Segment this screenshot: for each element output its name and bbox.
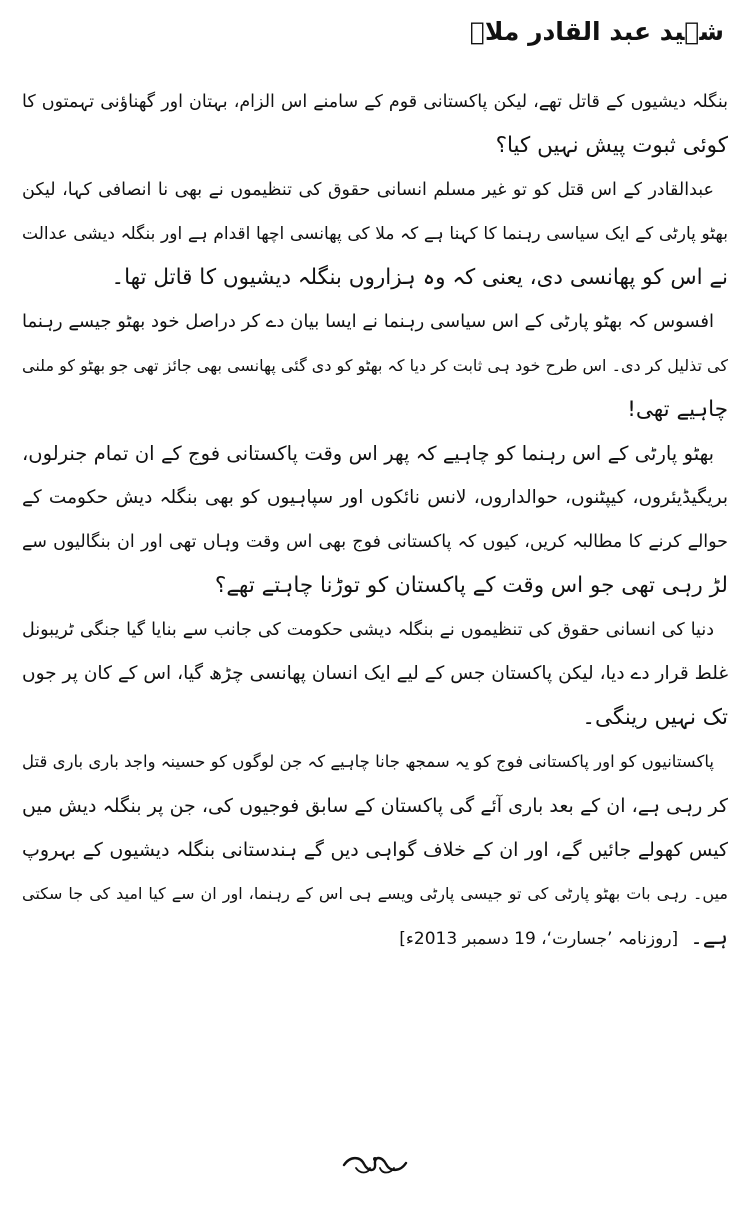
text-line: بھٹو پارٹی کے ایک سیاسی رہنما کا کہنا ہے کہ ملا کی پھانسی اچھا اقدام ہے اور بنگلہ دیشی عدالت	[22, 224, 728, 244]
text-line-ending: ہے۔	[690, 925, 728, 950]
text-line: کر رہی ہے، ان کے بعد باری آئے گی پاکستان کے سابق فوجیوں کی، جن پر بنگلہ دیش میں	[22, 795, 728, 817]
text-line: بنگلہ دیشیوں کے قاتل تھے، لیکن پاکستانی قوم کے سامنے اس الزام، بہتان اور گھناؤنی تہمتوں کا	[22, 92, 728, 112]
text-line: عبدالقادر کے اس قتل کو تو غیر مسلم انسانی حقوق کی تنظیموں نے بھی نا انصافی کہا، لیکن	[22, 180, 714, 200]
text-line: بھٹو پارٹی کے اس رہنما کو چاہیے کہ پھر اس وقت پاکستانی فوج کے ان تمام جنرلوں،	[22, 442, 714, 465]
text-line: تک نہیں رینگی۔	[582, 705, 728, 730]
source-citation: [روزنامہ ’جسارت‘، 19 دسمبر 2013ء]	[399, 929, 679, 949]
paragraph-6	[22, 740, 728, 961]
text-line: کوئی ثبوت پیش نہیں کیا؟	[495, 133, 728, 158]
text-line-with-source	[22, 916, 728, 961]
paragraph-4	[22, 432, 728, 608]
text-line: غلط قرار دے دیا، لیکن پاکستان جس کے لیے ایک انسان پھانسی چڑھ گیا، اس کے کان پر جوں	[22, 663, 728, 684]
text-line: پاکستانیوں کو اور پاکستانی فوج کو یہ سمجھ جانا چاہیے کہ جن لوگوں کو حسینہ واجد باری باری قتل	[22, 752, 714, 771]
text-line: کیس کھولے جائیں گے، اور ان کے خلاف گواہی دیں گے ہندستانی بنگلہ دیشیوں کے بہروپ	[22, 839, 728, 861]
text-line: بریگیڈیئروں، کیپٹنوں، حوالداروں، لانس نائکوں اور سپاہیوں کو بھی بنگلہ دیش حکومت کے	[22, 487, 728, 508]
text-line: کی تذلیل کر دی۔ اس طرح خود ہی ثابت کر دیا کہ بھٹو کو دی گئی پھانسی بھی جائز تھی جو بھٹو کو ملنی	[22, 356, 728, 375]
text-line: حوالے کرنے کا مطالبہ کریں، کیوں کہ پاکستانی فوج بھی اس وقت وہاں تھی اور ان بنگالیوں سے	[22, 532, 728, 552]
text-line: چاہیے تھی!	[627, 397, 728, 422]
ornament-divider-icon	[0, 1150, 750, 1182]
paragraph-3	[22, 300, 728, 432]
text-line: میں۔ رہی بات بھٹو پارٹی کی تو جیسی پارٹی ویسے ہی اس کے رہنما، اور ان سے کیا امید کی جا سکتی	[22, 884, 728, 903]
paragraph-5	[22, 608, 728, 740]
text-line: افسوس کہ بھٹو پارٹی کے اس سیاسی رہنما نے ایسا بیان دے کر دراصل خود بھٹو جیسے رہنما	[22, 311, 714, 332]
paragraph-1	[22, 80, 728, 168]
text-line: نے اس کو پھانسی دی، یعنی کہ وہ ہزاروں بنگلہ دیشیوں کا قاتل تھا۔	[111, 265, 728, 290]
text-line: لڑ رہی تھی جو اس وقت کے پاکستان کو توڑنا چاہتے تھے؟	[214, 573, 728, 598]
text-line: دنیا کی انسانی حقوق کی تنظیموں نے بنگلہ دیشی حکومت کی جانب سے بنایا گیا جنگی ٹریبونل	[22, 620, 714, 640]
page-heading: شہید عبد القادر ملاؒ	[469, 17, 724, 46]
paragraph-2	[22, 168, 728, 300]
